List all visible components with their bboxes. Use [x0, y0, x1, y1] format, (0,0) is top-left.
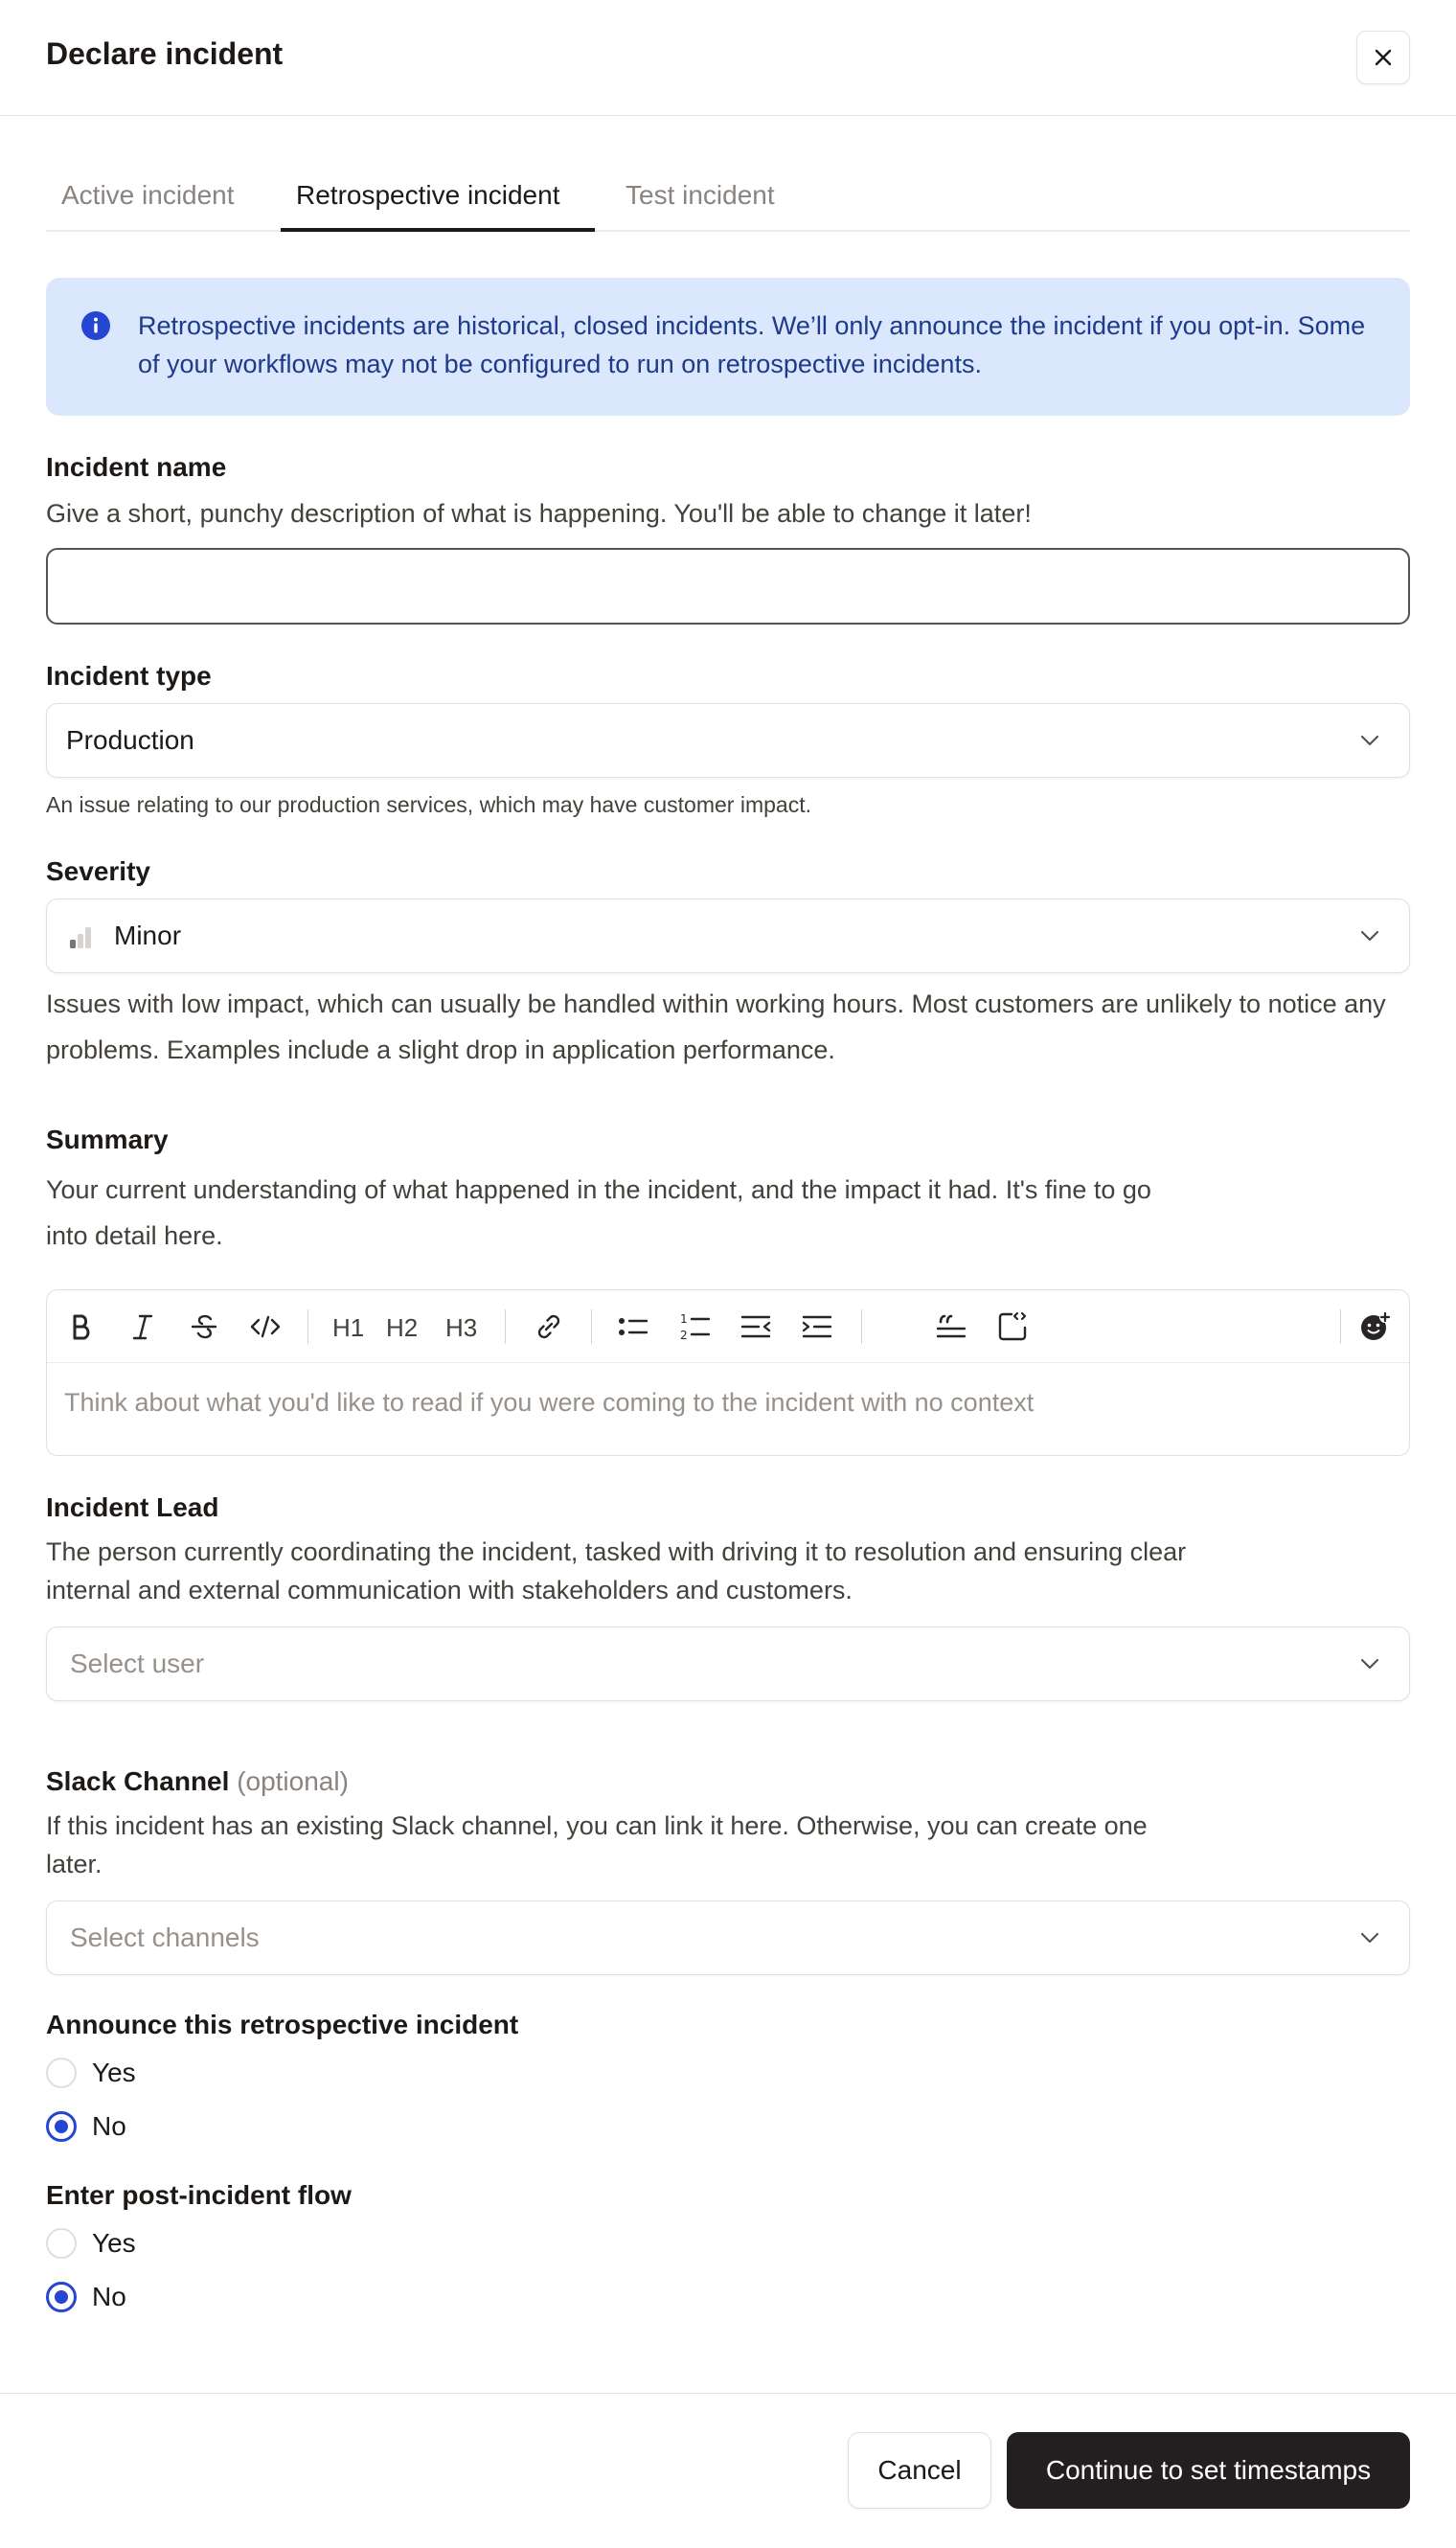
blockquote-button[interactable]: [928, 1304, 974, 1350]
announce-yes-radio[interactable]: [46, 2058, 77, 2088]
modal-footer: [0, 2393, 1456, 2548]
slack-channel-label: [46, 1766, 349, 1797]
outdent-icon: [739, 1312, 772, 1341]
incident-lead-help: The person currently coordinating the incident, tasked with driving it to resolution and ensuring clear internal and external communication with stakeholders and customers.: [46, 1537, 1187, 1604]
chevron-down-icon: [1359, 1656, 1380, 1672]
toolbar-divider: [307, 1309, 308, 1344]
slack-channel-help: If this incident has an existing Slack channel, you can link it here. Otherwise, you can create one later.: [46, 1811, 1148, 1878]
add-emoji-button[interactable]: [1353, 1304, 1399, 1350]
slack-channel-placeholder: Select channels: [70, 1922, 260, 1952]
outdent-button[interactable]: [733, 1304, 779, 1350]
severity-select[interactable]: [46, 899, 1410, 973]
announce-no-radio[interactable]: [46, 2111, 77, 2142]
slack-channel-label-text: Slack Channel: [46, 1766, 230, 1796]
code-block-icon: [996, 1310, 1029, 1343]
cancel-button[interactable]: Cancel: [848, 2432, 991, 2509]
incident-type-tabs: [46, 165, 1410, 232]
heading-2-button[interactable]: H2: [386, 1313, 419, 1342]
toolbar-divider: [505, 1309, 506, 1344]
incident-lead-placeholder: Select user: [70, 1649, 205, 1678]
tab-active-incident[interactable]: Active incident: [61, 180, 235, 210]
indent-icon: [801, 1312, 833, 1341]
summary-editor: [46, 1289, 1410, 1456]
severity-label: Severity: [46, 856, 150, 886]
indent-button[interactable]: [794, 1304, 840, 1350]
slack-channel-select[interactable]: [46, 1900, 1410, 1975]
modal-title: Declare incident: [46, 36, 284, 71]
numbered-list-icon: [678, 1310, 711, 1343]
announce-yes-label[interactable]: Yes: [92, 2058, 136, 2087]
heading-3-button[interactable]: H3: [445, 1313, 478, 1342]
incident-name-input[interactable]: [46, 548, 1410, 625]
tab-test-incident[interactable]: Test incident: [626, 180, 775, 210]
close-icon: [1373, 47, 1394, 68]
chevron-down-icon: [1359, 733, 1380, 748]
chevron-down-icon: [1359, 1930, 1380, 1945]
italic-button[interactable]: [120, 1304, 166, 1350]
post-incident-no-radio[interactable]: [46, 2282, 77, 2312]
tab-retrospective-incident[interactable]: Retrospective incident: [296, 180, 560, 210]
bullet-list-button[interactable]: [610, 1304, 656, 1350]
incident-type-help: An issue relating to our production services, which may have customer impact.: [46, 792, 811, 817]
announce-no-label[interactable]: No: [92, 2111, 126, 2141]
callout-text: Retrospective incidents are historical, closed incidents. We’ll only announce the incident if you opt-in. Some of your workflows may not be configured to run on retrospective incidents.: [138, 311, 1366, 378]
incident-type-label: Incident type: [46, 661, 212, 691]
announce-label: Announce this retrospective incident: [46, 2010, 519, 2039]
incident-lead-label: Incident Lead: [46, 1492, 219, 1522]
severity-bars-icon: [68, 924, 93, 949]
info-icon: [80, 310, 111, 341]
incident-lead-select[interactable]: [46, 1627, 1410, 1701]
code-button[interactable]: [242, 1304, 288, 1350]
active-tab-indicator: [281, 228, 595, 232]
editor-toolbar: [47, 1290, 1409, 1363]
post-incident-no-label[interactable]: No: [92, 2282, 126, 2311]
toolbar-divider: [591, 1309, 592, 1344]
toolbar-divider: [861, 1309, 862, 1344]
severity-help: Issues with low impact, which can usually be handled within working hours. Most customers are unlikely to notice any problems. Examples include a slight drop in application performance.: [46, 990, 1386, 1064]
svg-text:2: 2: [680, 1329, 688, 1342]
numbered-list-button[interactable]: [671, 1304, 717, 1350]
retrospective-info-callout: [46, 278, 1410, 416]
chevron-down-icon: [1359, 928, 1380, 944]
incident-type-select[interactable]: [46, 703, 1410, 778]
continue-button[interactable]: Continue to set timestamps: [1007, 2432, 1410, 2509]
modal-header: [0, 0, 1456, 116]
close-button[interactable]: [1356, 31, 1410, 84]
emoji-add-icon: [1359, 1310, 1392, 1343]
strikethrough-button[interactable]: [181, 1304, 227, 1350]
toolbar-divider: [1340, 1309, 1341, 1344]
post-incident-yes-label[interactable]: Yes: [92, 2228, 136, 2258]
strikethrough-icon: [190, 1312, 218, 1341]
summary-help: Your current understanding of what happened in the incident, and the impact it had. It's fine to go into detail here.: [46, 1175, 1151, 1250]
heading-1-button[interactable]: H1: [332, 1313, 365, 1342]
summary-editor-placeholder[interactable]: Think about what you'd like to read if you were coming to the incident with no context: [64, 1388, 1035, 1417]
bold-icon: [69, 1312, 94, 1341]
link-button[interactable]: [526, 1304, 572, 1350]
incident-name-help: Give a short, punchy description of what is happening. You'll be able to change it later!: [46, 499, 1032, 528]
link-icon: [534, 1311, 564, 1342]
incident-type-value: Production: [66, 725, 194, 755]
incident-name-label: Incident name: [46, 452, 227, 482]
severity-value: Minor: [114, 921, 182, 950]
post-incident-yes-radio[interactable]: [46, 2228, 77, 2259]
italic-icon: [130, 1312, 155, 1341]
bullet-list-icon: [617, 1312, 649, 1341]
quote-icon: [935, 1312, 967, 1341]
code-block-button[interactable]: [990, 1304, 1035, 1350]
post-incident-label: Enter post-incident flow: [46, 2180, 352, 2210]
svg-text:1: 1: [680, 1312, 688, 1326]
code-icon: [249, 1312, 282, 1341]
optional-tag: (optional): [237, 1766, 349, 1796]
bold-button[interactable]: [58, 1304, 104, 1350]
summary-label: Summary: [46, 1125, 169, 1154]
